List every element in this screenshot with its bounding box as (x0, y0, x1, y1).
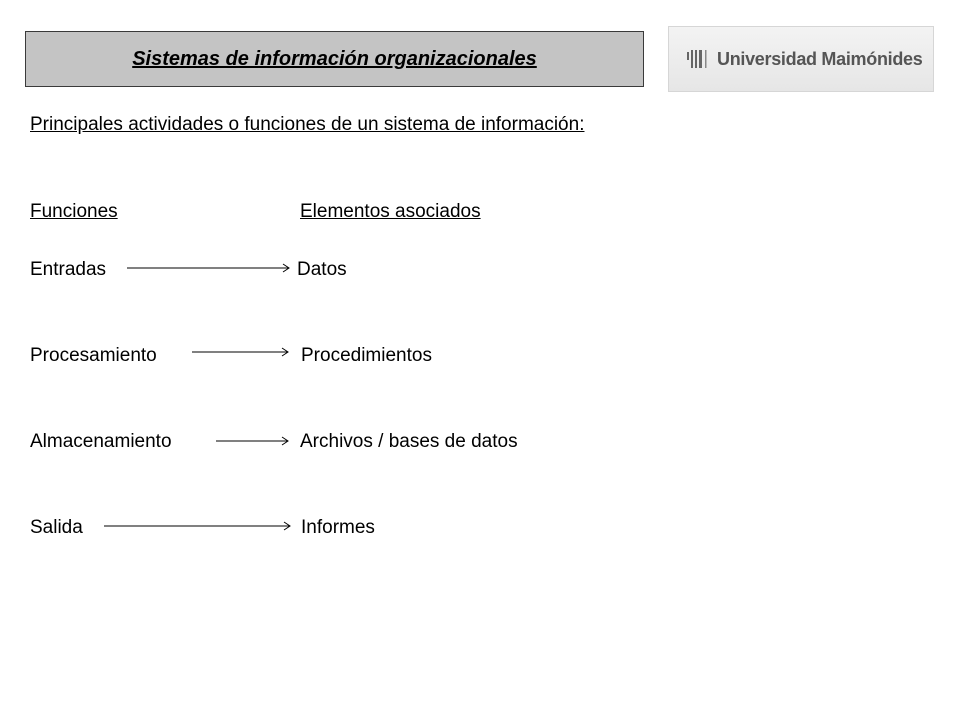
subtitle: Principales actividades o funciones de un sistema de información: (30, 114, 585, 135)
function-label-procesamiento: Procesamiento (30, 345, 157, 366)
slide-title-box (25, 31, 644, 87)
element-label-archivos: Archivos / bases de datos (300, 431, 518, 452)
university-logo (668, 26, 934, 92)
element-label-datos: Datos (297, 259, 347, 280)
function-label-entradas: Entradas (30, 259, 107, 280)
function-label-almacenamiento: Almacenamiento (30, 431, 172, 452)
arrow-icon (216, 435, 292, 447)
slide-title: Sistemas de información organizacionales (132, 47, 537, 70)
university-mark-icon (685, 46, 711, 72)
element-label-informes: Informes (301, 517, 375, 538)
arrow-icon (104, 520, 294, 532)
column-header-functions: Funciones (30, 201, 118, 222)
arrow-icon (127, 262, 293, 274)
column-header-elements: Elementos asociados (300, 201, 481, 222)
logo-text: Universidad Maimónides (717, 48, 923, 69)
arrow-icon (192, 346, 292, 358)
element-label-procedimientos: Procedimientos (301, 345, 432, 366)
function-label-salida: Salida (30, 517, 83, 538)
